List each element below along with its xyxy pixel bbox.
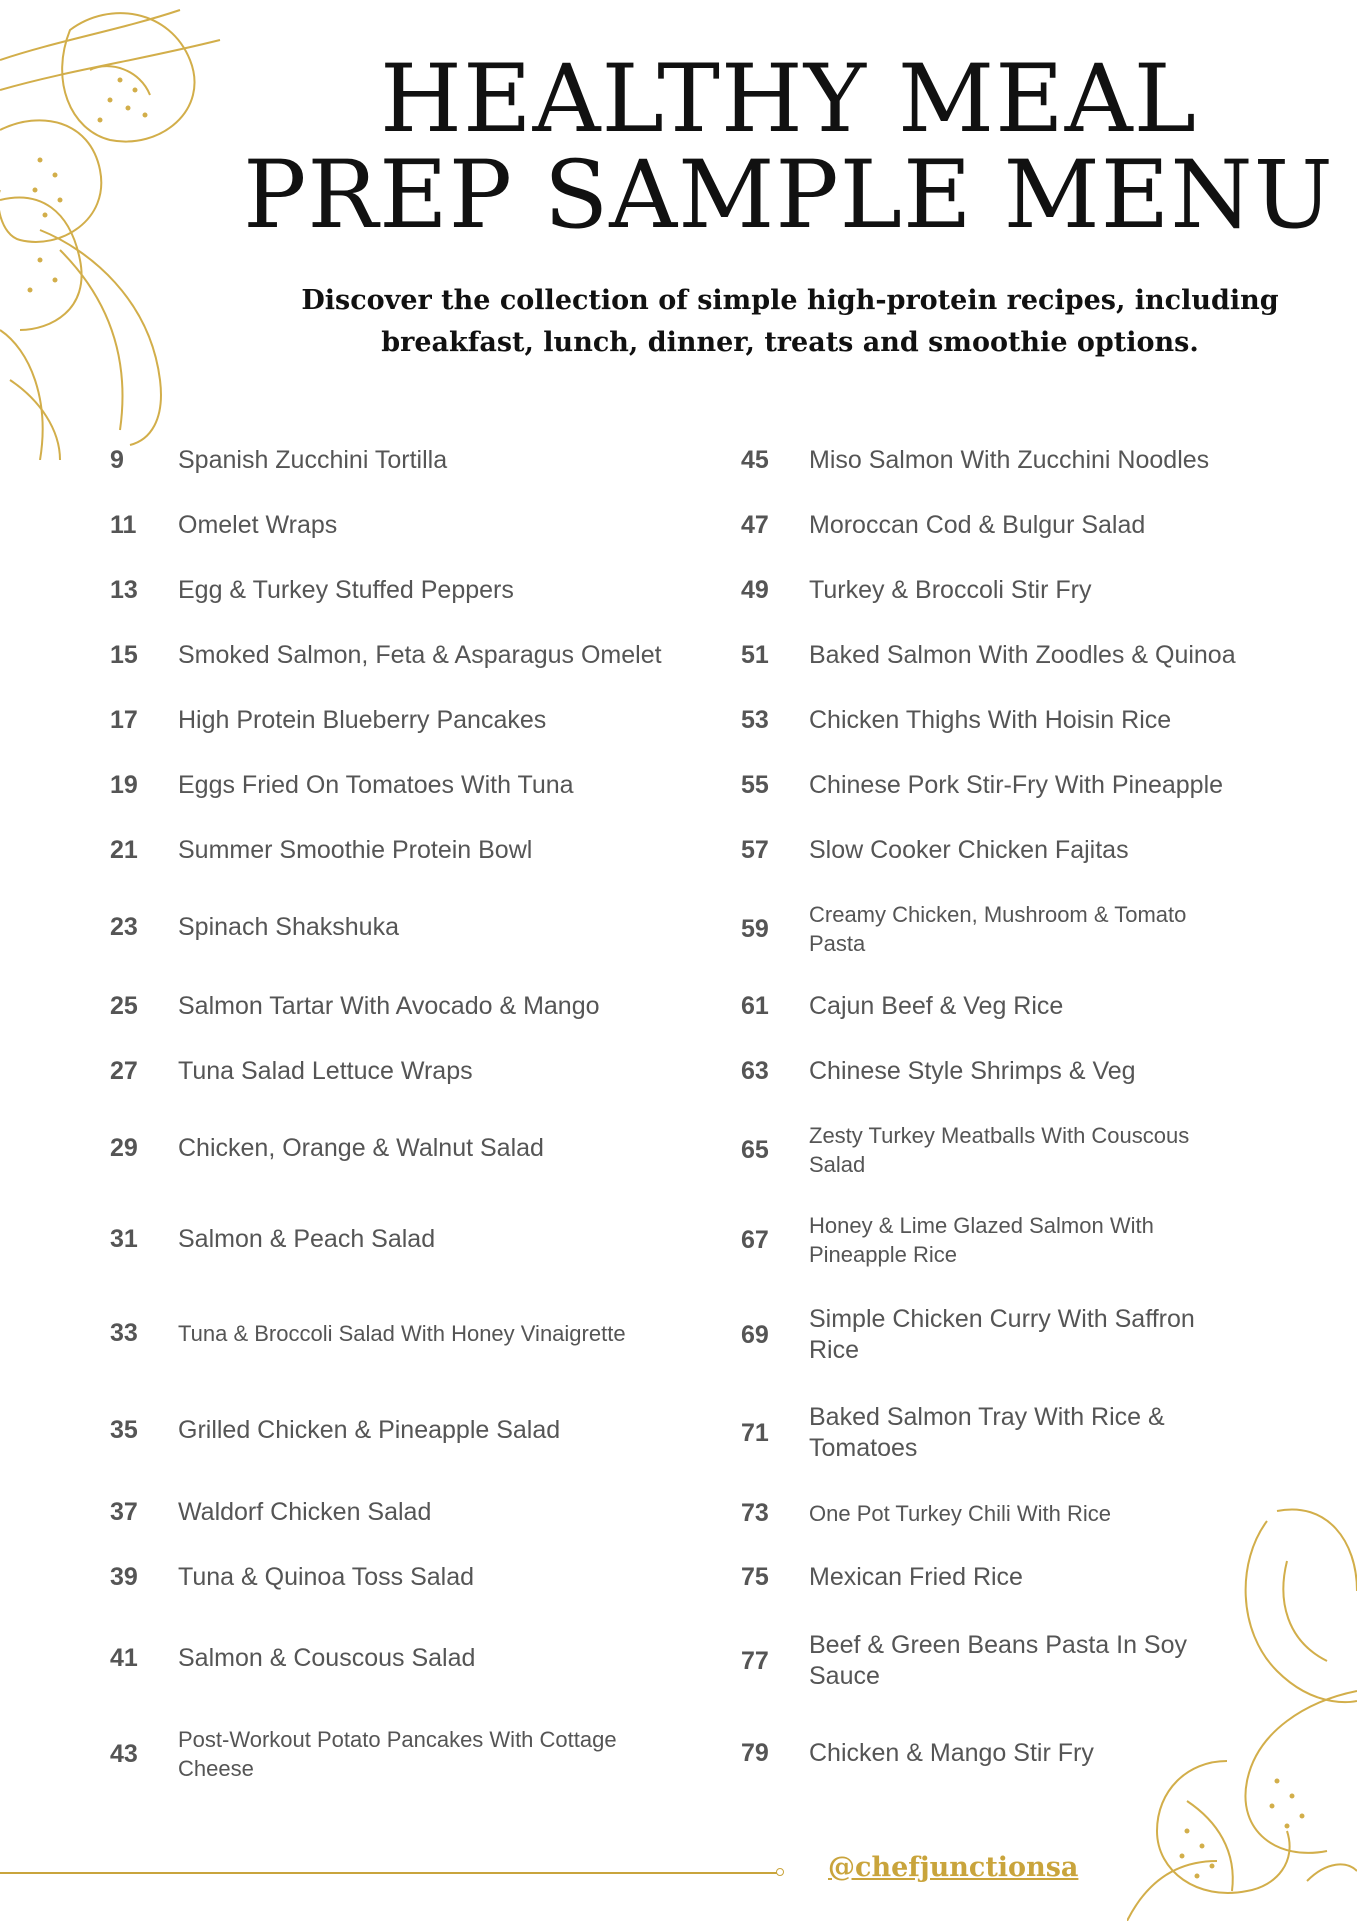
page-number: 43 [110, 1739, 138, 1768]
page-number: 45 [741, 446, 769, 474]
page-number: 73 [741, 1499, 769, 1527]
recipe-name: Salmon Tartar With Avocado & Mango [178, 992, 600, 1020]
recipe-name: Waldorf Chicken Salad [178, 1498, 432, 1526]
recipe-name: Chicken & Mango Stir Fry [809, 1739, 1094, 1767]
page-number: 41 [110, 1644, 138, 1672]
recipe-name: Tuna & Quinoa Toss Salad [178, 1563, 475, 1591]
social-handle-link[interactable]: @chefjunctionsa [828, 1852, 1079, 1883]
list-item[interactable] [110, 705, 700, 736]
recipe-name: Honey & Lime Glazed Salmon With Pineapple Rice [809, 1213, 1154, 1267]
list-item[interactable] [741, 770, 1261, 801]
recipe-name: Chinese Style Shrimps & Veg [809, 1057, 1136, 1085]
footer-divider [0, 1872, 778, 1874]
list-item[interactable] [110, 640, 700, 671]
list-item[interactable] [110, 1133, 700, 1164]
page-number: 37 [110, 1498, 138, 1526]
list-item[interactable] [741, 1738, 1261, 1769]
title-line-1: HEALTHY MEAL [379, 45, 1197, 154]
list-item[interactable] [741, 575, 1261, 606]
recipe-name: Baked Salmon With Zoodles & Quinoa [809, 641, 1236, 669]
recipe-name: Smoked Salmon, Feta & Asparagus Omelet [178, 641, 662, 669]
list-item[interactable] [741, 991, 1261, 1022]
list-item[interactable] [110, 1415, 700, 1446]
recipe-name: Chicken Thighs With Hoisin Rice [809, 706, 1172, 734]
recipe-name: Chinese Pork Stir-Fry With Pineapple [809, 771, 1224, 799]
page-number: 13 [110, 576, 138, 604]
page-number: 33 [110, 1319, 138, 1347]
page-number: 39 [110, 1563, 138, 1591]
recipe-name: Simple Chicken Curry With Saffron Rice [809, 1305, 1195, 1364]
recipe-name: Turkey & Broccoli Stir Fry [809, 576, 1092, 604]
recipe-name: Omelet Wraps [178, 511, 338, 539]
title-line-2: PREP SAMPLE MENU [243, 141, 1334, 250]
recipe-name: Spinach Shakshuka [178, 913, 399, 941]
recipe-name: Eggs Fried On Tomatoes With Tuna [178, 771, 574, 799]
list-item[interactable] [110, 1056, 700, 1087]
page-number: 35 [110, 1416, 138, 1444]
recipe-name: Moroccan Cod & Bulgur Salad [809, 511, 1146, 539]
list-item[interactable] [110, 510, 700, 541]
page-number: 25 [110, 992, 138, 1020]
list-item[interactable] [110, 991, 700, 1022]
recipe-name: Egg & Turkey Stuffed Peppers [178, 576, 514, 604]
list-item[interactable] [110, 1643, 700, 1674]
recipe-name: Mexican Fried Rice [809, 1563, 1023, 1591]
recipe-name: Grilled Chicken & Pineapple Salad [178, 1416, 561, 1444]
list-item[interactable] [741, 510, 1261, 541]
page-number: 55 [741, 771, 769, 799]
subtitle-line-2: breakfast, lunch, dinner, treats and smoothie options. [381, 327, 1199, 358]
page-number: 69 [741, 1320, 769, 1349]
list-item[interactable] [741, 640, 1261, 671]
list-item[interactable] [741, 445, 1261, 476]
list-item[interactable] [741, 1304, 1261, 1366]
page-number: 71 [741, 1418, 769, 1447]
page-title [220, 45, 1357, 250]
page-number: 59 [741, 914, 769, 943]
recipe-name: Beef & Green Beans Pasta In Soy Sauce [809, 1631, 1188, 1690]
page-number: 19 [110, 771, 138, 799]
recipe-name: Baked Salmon Tray With Rice & Tomatoes [809, 1403, 1165, 1462]
page-number: 15 [110, 641, 138, 669]
page-number: 21 [110, 836, 138, 864]
recipe-name: Slow Cooker Chicken Fajitas [809, 836, 1129, 864]
page-number: 9 [110, 446, 124, 474]
footer-divider-end [776, 1868, 784, 1876]
recipe-name: Tuna Salad Lettuce Wraps [178, 1057, 473, 1085]
page-number: 77 [741, 1646, 769, 1675]
page-number: 57 [741, 836, 769, 864]
list-item[interactable] [741, 900, 1261, 958]
subtitle-line-1: Discover the collection of simple high-protein recipes, including [301, 285, 1279, 316]
page-number: 17 [110, 706, 138, 734]
recipe-name: High Protein Blueberry Pancakes [178, 706, 547, 734]
recipe-name: Zesty Turkey Meatballs With Couscous Salad [809, 1123, 1190, 1177]
list-item[interactable] [110, 445, 700, 476]
list-item[interactable] [110, 575, 700, 606]
list-item[interactable] [110, 1224, 700, 1255]
list-item[interactable] [741, 1499, 1261, 1528]
page-number: 47 [741, 511, 769, 539]
list-item[interactable] [110, 1497, 700, 1528]
page-number: 61 [741, 992, 769, 1020]
recipe-name: Chicken, Orange & Walnut Salad [178, 1134, 544, 1162]
recipe-name: Miso Salmon With Zucchini Noodles [809, 446, 1210, 474]
page-number: 31 [110, 1225, 138, 1253]
recipe-name: Salmon & Peach Salad [178, 1225, 436, 1253]
page-number: 29 [110, 1134, 138, 1162]
list-item[interactable] [110, 770, 700, 801]
recipe-name: Salmon & Couscous Salad [178, 1644, 476, 1672]
list-item[interactable] [741, 1562, 1261, 1593]
list-item[interactable] [110, 1319, 700, 1348]
page-number: 49 [741, 576, 769, 604]
page-number: 23 [110, 913, 138, 941]
page-number: 75 [741, 1563, 769, 1591]
list-item[interactable] [741, 835, 1261, 866]
floral-decoration-top-left [0, 0, 250, 460]
recipe-name: One Pot Turkey Chili With Rice [809, 1501, 1111, 1526]
list-item[interactable] [741, 1402, 1261, 1464]
list-item[interactable] [741, 705, 1261, 736]
page-subtitle [300, 280, 1280, 364]
page-number: 11 [110, 511, 137, 539]
page-number: 79 [741, 1739, 769, 1767]
recipe-name: Post-Workout Potato Pancakes With Cottage Cheese [178, 1727, 617, 1781]
page-number: 53 [741, 706, 769, 734]
page-number: 67 [741, 1225, 769, 1254]
page-number: 63 [741, 1057, 769, 1085]
list-item[interactable] [741, 1056, 1261, 1087]
page-number: 65 [741, 1135, 769, 1164]
page-number: 51 [741, 641, 769, 669]
recipe-name: Summer Smoothie Protein Bowl [178, 836, 533, 864]
list-item[interactable] [110, 1725, 690, 1783]
list-item[interactable] [741, 1211, 1261, 1269]
list-item[interactable] [741, 1121, 1261, 1179]
page-number: 27 [110, 1057, 138, 1085]
recipe-name: Cajun Beef & Veg Rice [809, 992, 1064, 1020]
recipe-name: Creamy Chicken, Mushroom & Tomato Pasta [809, 902, 1187, 956]
list-item[interactable] [741, 1630, 1261, 1692]
list-item[interactable] [110, 835, 700, 866]
list-item[interactable] [110, 1562, 700, 1593]
recipe-name: Tuna & Broccoli Salad With Honey Vinaigrette [178, 1321, 626, 1346]
list-item[interactable] [110, 912, 700, 943]
recipe-name: Spanish Zucchini Tortilla [178, 446, 448, 474]
